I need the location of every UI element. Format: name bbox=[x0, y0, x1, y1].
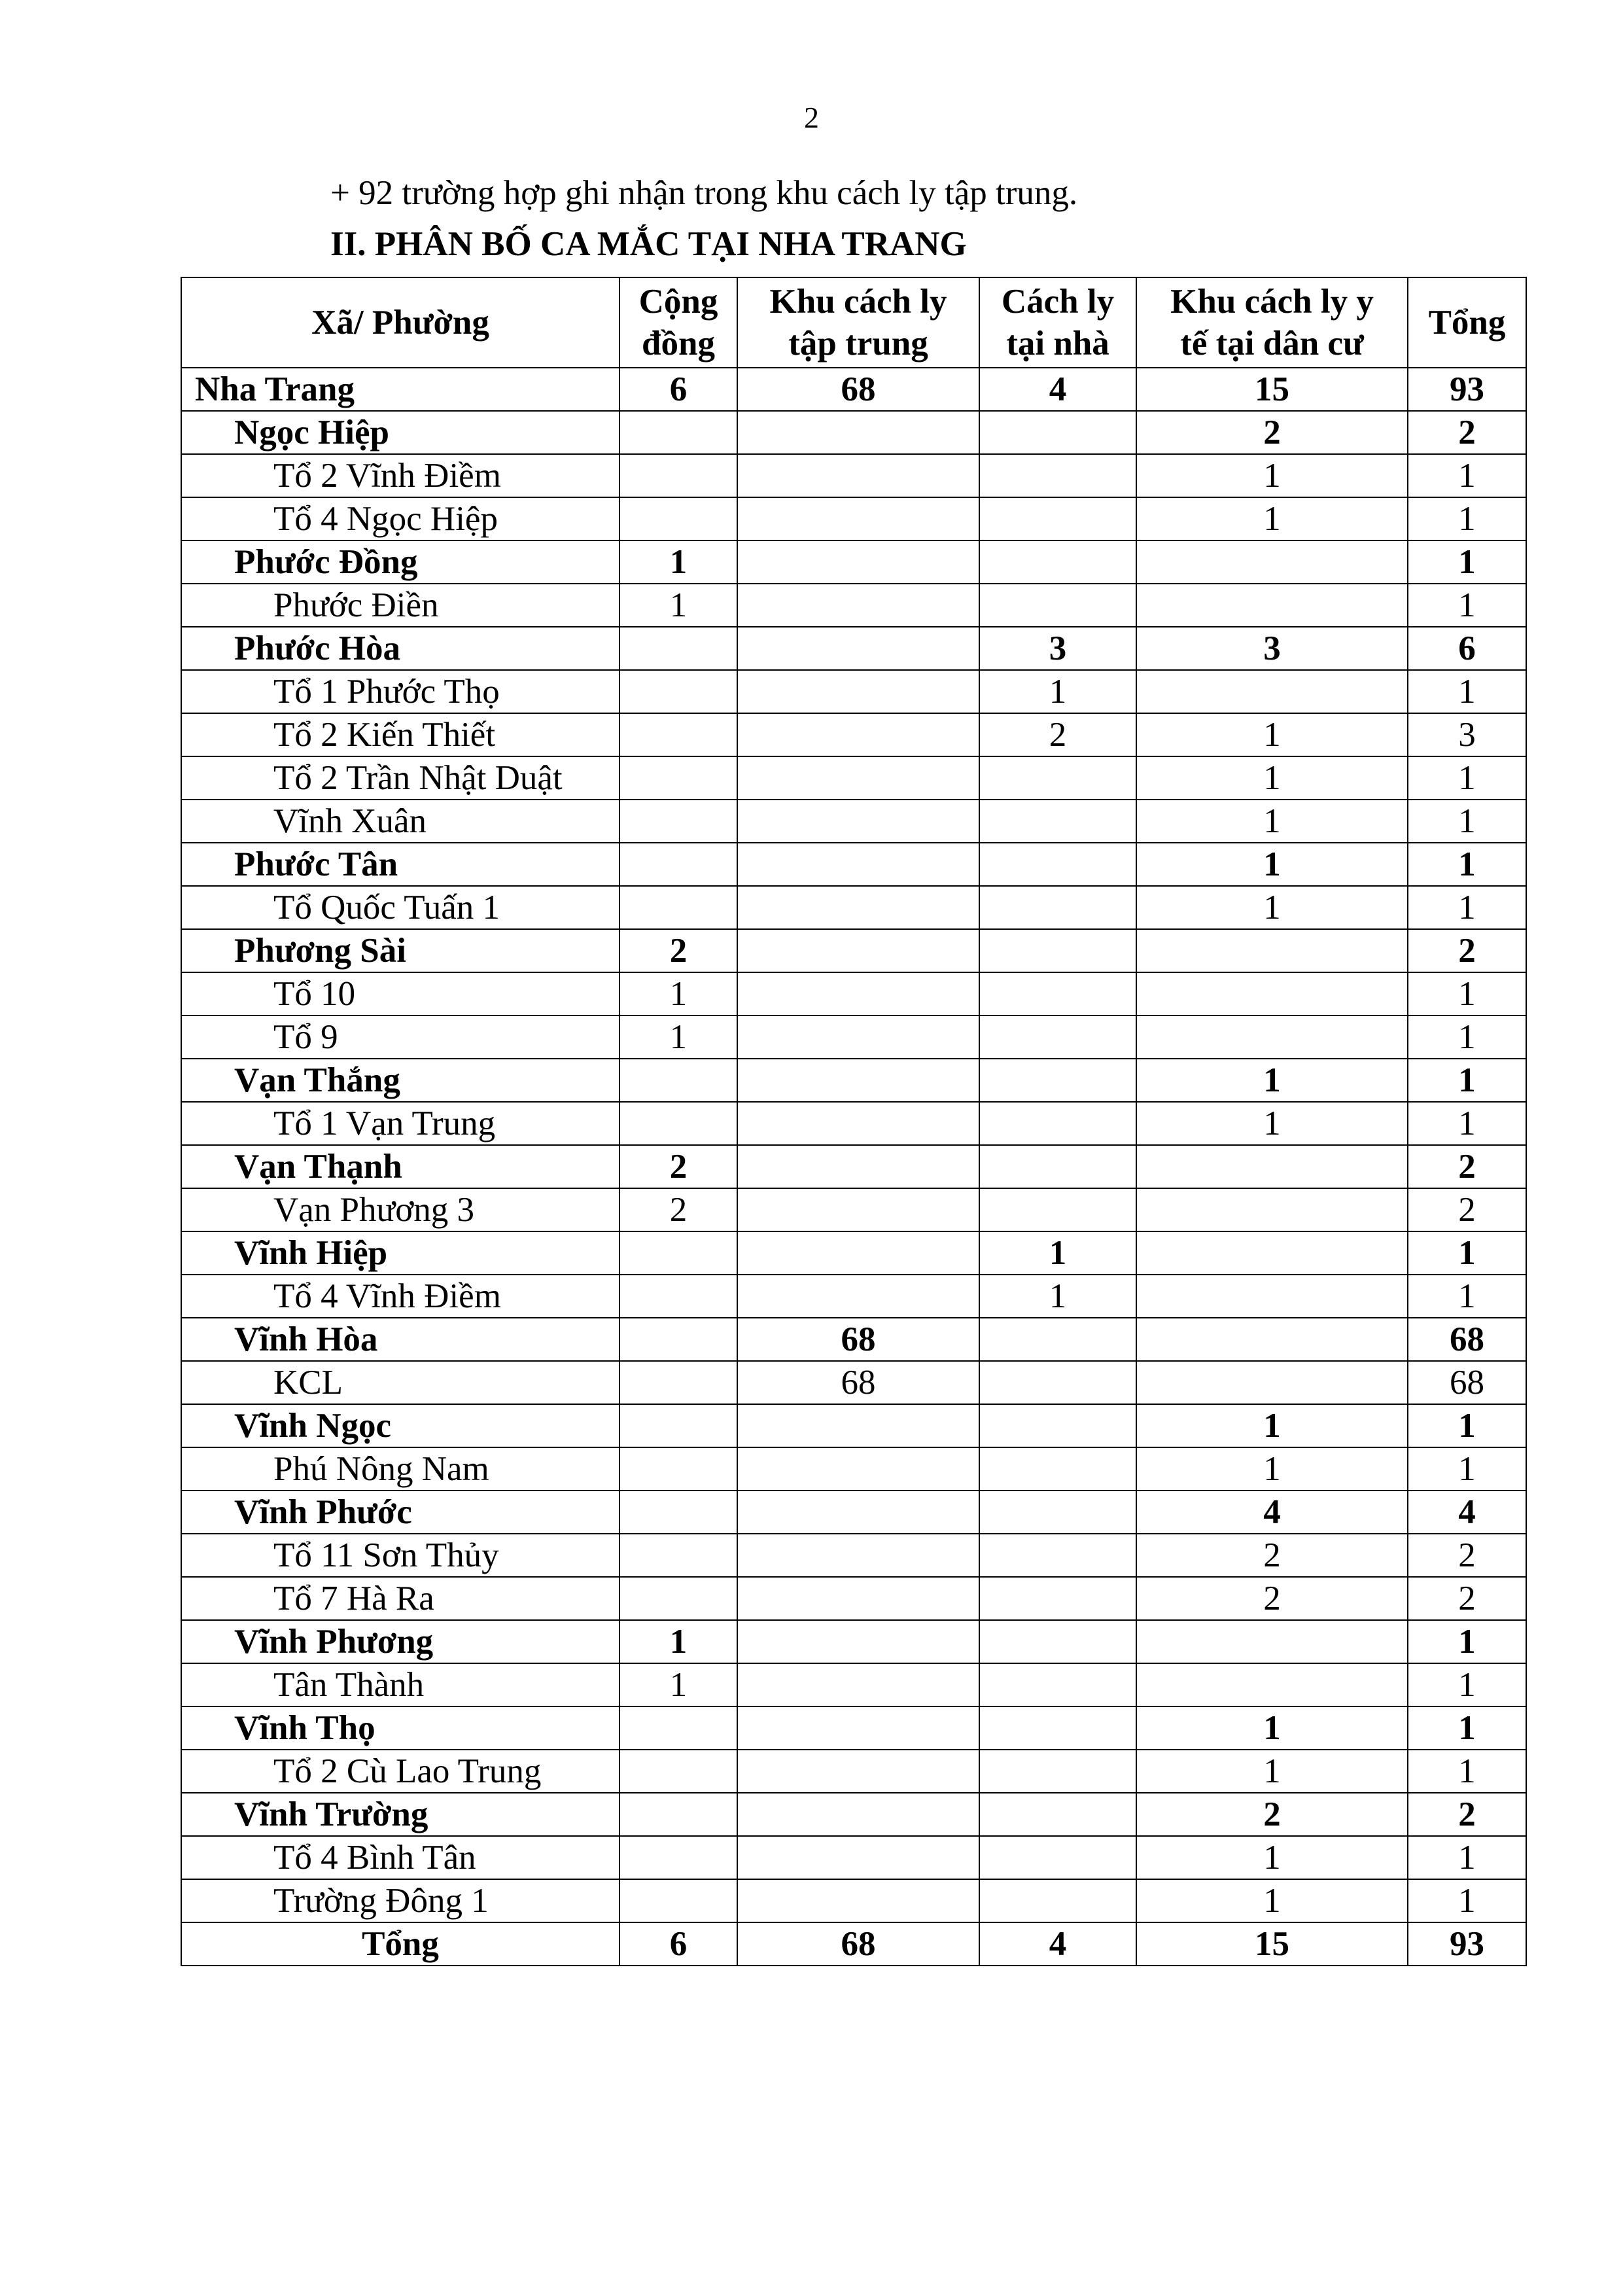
cell-cong-dong bbox=[620, 1750, 737, 1793]
cell-cach-ly-tai-nha: 3 bbox=[979, 627, 1136, 670]
table-row bbox=[181, 1491, 1526, 1534]
cell-khu-cach-ly-y-te: 1 bbox=[1136, 886, 1408, 929]
table-row bbox=[181, 1361, 1526, 1404]
table-row bbox=[181, 1534, 1526, 1577]
cell-cach-ly-tai-nha bbox=[979, 843, 1136, 886]
cell-cach-ly-tai-nha bbox=[979, 1145, 1136, 1188]
cell-cong-dong: 1 bbox=[620, 1620, 737, 1663]
cell-khu-cach-ly-tap-trung bbox=[737, 1447, 979, 1491]
table-row bbox=[181, 1577, 1526, 1620]
cell-cach-ly-tai-nha bbox=[979, 1016, 1136, 1059]
table-row bbox=[181, 1447, 1526, 1491]
cell-khu-cach-ly-y-te bbox=[1136, 584, 1408, 627]
cell-cong-dong bbox=[620, 1534, 737, 1577]
table-row bbox=[181, 929, 1526, 972]
cell-tong: 1 bbox=[1408, 1836, 1526, 1879]
cell-tong: 2 bbox=[1408, 929, 1526, 972]
table-row bbox=[181, 1231, 1526, 1275]
cell-tong: 1 bbox=[1408, 1706, 1526, 1750]
cell-tong: 1 bbox=[1408, 454, 1526, 497]
cell-khu-cach-ly-tap-trung bbox=[737, 1663, 979, 1706]
table-row bbox=[181, 670, 1526, 713]
cell-cong-dong bbox=[620, 1102, 737, 1145]
cell-cong-dong bbox=[620, 1836, 737, 1879]
cell-khu-cach-ly-y-te bbox=[1136, 1620, 1408, 1663]
cell-cong-dong bbox=[620, 670, 737, 713]
cell-cong-dong bbox=[620, 1275, 737, 1318]
cell-name: Vạn Thắng bbox=[181, 1059, 620, 1102]
cell-cong-dong bbox=[620, 1231, 737, 1275]
cell-khu-cach-ly-tap-trung bbox=[737, 800, 979, 843]
cell-khu-cach-ly-tap-trung bbox=[737, 1016, 979, 1059]
cell-tong: 6 bbox=[1408, 627, 1526, 670]
cell-cach-ly-tai-nha bbox=[979, 1836, 1136, 1879]
cell-tong: 2 bbox=[1408, 1577, 1526, 1620]
header-khu-cach-ly-y-te: Khu cách ly y tế tại dân cư bbox=[1136, 277, 1408, 368]
cell-khu-cach-ly-tap-trung bbox=[737, 1879, 979, 1922]
cell-khu-cach-ly-tap-trung bbox=[737, 1836, 979, 1879]
total-row bbox=[181, 1922, 1526, 1966]
table-row bbox=[181, 713, 1526, 756]
cell-tong: 68 bbox=[1408, 1318, 1526, 1361]
cell-khu-cach-ly-tap-trung bbox=[737, 454, 979, 497]
cell-cach-ly-tai-nha bbox=[979, 1188, 1136, 1231]
cell-name: Vĩnh Xuân bbox=[181, 800, 620, 843]
cell-cong-dong: 2 bbox=[620, 1145, 737, 1188]
cell-name: Tổ 2 Trần Nhật Duật bbox=[181, 756, 620, 800]
cell-cong-dong bbox=[620, 497, 737, 540]
header-tong: Tổng bbox=[1408, 277, 1526, 368]
cell-cach-ly-tai-nha bbox=[979, 540, 1136, 584]
cell-tong: 3 bbox=[1408, 713, 1526, 756]
cell-cach-ly-tai-nha bbox=[979, 1793, 1136, 1836]
cell-name: Vĩnh Trường bbox=[181, 1793, 620, 1836]
cell-khu-cach-ly-tap-trung bbox=[737, 497, 979, 540]
cell-cong-dong bbox=[620, 1577, 737, 1620]
table-row bbox=[181, 1706, 1526, 1750]
cell-khu-cach-ly-tap-trung: 68 bbox=[737, 1361, 979, 1404]
cell-cong-dong bbox=[620, 800, 737, 843]
cell-khu-cach-ly-y-te: 1 bbox=[1136, 713, 1408, 756]
intro-line: + 92 trường hợp ghi nhận trong khu cách ly tập trung. bbox=[330, 174, 1078, 212]
cell-name: Nha Trang bbox=[181, 368, 620, 411]
cell-name: Tổ 4 Bình Tân bbox=[181, 1836, 620, 1879]
table-body bbox=[181, 368, 1526, 1922]
cell-khu-cach-ly-tap-trung bbox=[737, 1750, 979, 1793]
cell-name: Phước Điền bbox=[181, 584, 620, 627]
cell-khu-cach-ly-y-te: 2 bbox=[1136, 1577, 1408, 1620]
cell-cong-dong bbox=[620, 1706, 737, 1750]
cell-name: Tổ 1 Vạn Trung bbox=[181, 1102, 620, 1145]
cell-cong-dong bbox=[620, 1447, 737, 1491]
cell-khu-cach-ly-y-te: 1 bbox=[1136, 1059, 1408, 1102]
cell-khu-cach-ly-tap-trung bbox=[737, 1102, 979, 1145]
cell-name: Vạn Thạnh bbox=[181, 1145, 620, 1188]
cell-khu-cach-ly-tap-trung bbox=[737, 1534, 979, 1577]
table-row bbox=[181, 368, 1526, 411]
cell-khu-cach-ly-y-te bbox=[1136, 972, 1408, 1016]
cell-khu-cach-ly-tap-trung bbox=[737, 1620, 979, 1663]
cell-khu-cach-ly-tap-trung bbox=[737, 1231, 979, 1275]
cell-tong: 1 bbox=[1408, 1750, 1526, 1793]
cell-khu-cach-ly-tap-trung bbox=[737, 584, 979, 627]
cell-khu-cach-ly-y-te bbox=[1136, 540, 1408, 584]
cell-khu-cach-ly-y-te: 1 bbox=[1136, 1102, 1408, 1145]
table-row bbox=[181, 1318, 1526, 1361]
section-title: II. PHÂN BỐ CA MẮC TẠI NHA TRANG bbox=[330, 225, 967, 263]
cell-name: Tổ 2 Kiến Thiết bbox=[181, 713, 620, 756]
cell-tong: 93 bbox=[1408, 368, 1526, 411]
table-row bbox=[181, 800, 1526, 843]
cell-cach-ly-tai-nha bbox=[979, 584, 1136, 627]
cell-tong: 4 bbox=[1408, 1491, 1526, 1534]
table-row bbox=[181, 1663, 1526, 1706]
cell-cach-ly-tai-nha bbox=[979, 886, 1136, 929]
header-cong-dong: Cộng đồng bbox=[620, 277, 737, 368]
cell-tong: 68 bbox=[1408, 1361, 1526, 1404]
cell-khu-cach-ly-y-te bbox=[1136, 929, 1408, 972]
cell-cong-dong bbox=[620, 713, 737, 756]
table-row bbox=[181, 584, 1526, 627]
table-row bbox=[181, 454, 1526, 497]
cell-tong: 1 bbox=[1408, 497, 1526, 540]
cell-khu-cach-ly-y-te bbox=[1136, 1318, 1408, 1361]
cell-cach-ly-tai-nha: 1 bbox=[979, 1275, 1136, 1318]
cell-name: Vĩnh Hòa bbox=[181, 1318, 620, 1361]
cell-cong-dong: 2 bbox=[620, 929, 737, 972]
cell-name: Tổ 10 bbox=[181, 972, 620, 1016]
cell-cach-ly-tai-nha bbox=[979, 497, 1136, 540]
cell-name: Tổ 1 Phước Thọ bbox=[181, 670, 620, 713]
cell-tong: 1 bbox=[1408, 756, 1526, 800]
cell-tong: 1 bbox=[1408, 843, 1526, 886]
header-cach-ly-tai-nha: Cách ly tại nhà bbox=[979, 277, 1136, 368]
cell-cong-dong bbox=[620, 1318, 737, 1361]
table-row bbox=[181, 1404, 1526, 1447]
cell-name: Tổ 11 Sơn Thủy bbox=[181, 1534, 620, 1577]
table-row bbox=[181, 886, 1526, 929]
cell-cong-dong: 1 bbox=[620, 1016, 737, 1059]
total-label: Tổng bbox=[181, 1922, 620, 1966]
total-cach-ly-tai-nha: 4 bbox=[979, 1922, 1136, 1966]
cell-khu-cach-ly-y-te: 1 bbox=[1136, 843, 1408, 886]
cell-tong: 1 bbox=[1408, 1016, 1526, 1059]
cell-tong: 1 bbox=[1408, 670, 1526, 713]
cell-cong-dong bbox=[620, 411, 737, 454]
cell-cong-dong bbox=[620, 1361, 737, 1404]
cell-khu-cach-ly-y-te: 1 bbox=[1136, 497, 1408, 540]
header-khu-cach-ly-tap-trung: Khu cách ly tập trung bbox=[737, 277, 979, 368]
cell-cach-ly-tai-nha bbox=[979, 1318, 1136, 1361]
table-header-row bbox=[181, 277, 1526, 368]
cell-khu-cach-ly-y-te: 1 bbox=[1136, 1447, 1408, 1491]
table-row bbox=[181, 1879, 1526, 1922]
cell-khu-cach-ly-tap-trung bbox=[737, 1577, 979, 1620]
cell-tong: 1 bbox=[1408, 1059, 1526, 1102]
cell-khu-cach-ly-tap-trung bbox=[737, 1145, 979, 1188]
cell-tong: 1 bbox=[1408, 584, 1526, 627]
header-xa-phuong: Xã/ Phường bbox=[181, 277, 620, 368]
cell-tong: 2 bbox=[1408, 1793, 1526, 1836]
cell-name: Vĩnh Phước bbox=[181, 1491, 620, 1534]
cell-tong: 1 bbox=[1408, 972, 1526, 1016]
total-khu-cach-ly-y-te: 15 bbox=[1136, 1922, 1408, 1966]
cell-khu-cach-ly-tap-trung bbox=[737, 1275, 979, 1318]
cell-cong-dong: 2 bbox=[620, 1188, 737, 1231]
cell-khu-cach-ly-y-te bbox=[1136, 1231, 1408, 1275]
cell-tong: 1 bbox=[1408, 1620, 1526, 1663]
cell-name: Phước Tân bbox=[181, 843, 620, 886]
cell-khu-cach-ly-y-te: 4 bbox=[1136, 1491, 1408, 1534]
cell-name: Tân Thành bbox=[181, 1663, 620, 1706]
table-row bbox=[181, 756, 1526, 800]
cell-tong: 1 bbox=[1408, 1275, 1526, 1318]
table-row bbox=[181, 972, 1526, 1016]
cell-khu-cach-ly-y-te: 15 bbox=[1136, 368, 1408, 411]
cell-cach-ly-tai-nha bbox=[979, 1059, 1136, 1102]
cell-cach-ly-tai-nha bbox=[979, 1102, 1136, 1145]
cell-tong: 1 bbox=[1408, 886, 1526, 929]
cell-khu-cach-ly-tap-trung bbox=[737, 627, 979, 670]
cell-cach-ly-tai-nha bbox=[979, 800, 1136, 843]
cell-cach-ly-tai-nha bbox=[979, 1879, 1136, 1922]
cell-khu-cach-ly-tap-trung bbox=[737, 713, 979, 756]
table-row bbox=[181, 411, 1526, 454]
cell-name: KCL bbox=[181, 1361, 620, 1404]
cell-tong: 2 bbox=[1408, 1188, 1526, 1231]
table-row bbox=[181, 1275, 1526, 1318]
cell-tong: 1 bbox=[1408, 800, 1526, 843]
cell-cach-ly-tai-nha bbox=[979, 756, 1136, 800]
cell-khu-cach-ly-y-te: 2 bbox=[1136, 1534, 1408, 1577]
cell-name: Tổ 2 Cù Lao Trung bbox=[181, 1750, 620, 1793]
total-cong-dong: 6 bbox=[620, 1922, 737, 1966]
cell-name: Tổ 9 bbox=[181, 1016, 620, 1059]
table-row bbox=[181, 1145, 1526, 1188]
table-row bbox=[181, 1620, 1526, 1663]
cell-cach-ly-tai-nha: 4 bbox=[979, 368, 1136, 411]
cell-cach-ly-tai-nha bbox=[979, 1620, 1136, 1663]
cell-name: Tổ 4 Ngọc Hiệp bbox=[181, 497, 620, 540]
table-row bbox=[181, 1059, 1526, 1102]
cell-name: Phước Đồng bbox=[181, 540, 620, 584]
table-row bbox=[181, 540, 1526, 584]
cell-name: Vĩnh Thọ bbox=[181, 1706, 620, 1750]
cell-name: Vạn Phương 3 bbox=[181, 1188, 620, 1231]
cell-cong-dong: 1 bbox=[620, 1663, 737, 1706]
cell-cach-ly-tai-nha bbox=[979, 1534, 1136, 1577]
cell-cach-ly-tai-nha bbox=[979, 1361, 1136, 1404]
cell-khu-cach-ly-tap-trung bbox=[737, 1188, 979, 1231]
total-tong: 93 bbox=[1408, 1922, 1526, 1966]
cell-cach-ly-tai-nha bbox=[979, 1750, 1136, 1793]
cell-khu-cach-ly-tap-trung: 68 bbox=[737, 368, 979, 411]
cases-table bbox=[181, 277, 1527, 1966]
table-row bbox=[181, 497, 1526, 540]
cell-khu-cach-ly-tap-trung bbox=[737, 929, 979, 972]
page-number: 2 bbox=[804, 101, 819, 134]
cell-cach-ly-tai-nha bbox=[979, 411, 1136, 454]
cell-khu-cach-ly-y-te bbox=[1136, 1361, 1408, 1404]
cell-tong: 1 bbox=[1408, 1231, 1526, 1275]
table-row bbox=[181, 1188, 1526, 1231]
cell-khu-cach-ly-y-te bbox=[1136, 1188, 1408, 1231]
cell-tong: 1 bbox=[1408, 1102, 1526, 1145]
cell-name: Tổ 4 Vĩnh Điềm bbox=[181, 1275, 620, 1318]
cell-name: Ngọc Hiệp bbox=[181, 411, 620, 454]
cell-khu-cach-ly-tap-trung bbox=[737, 1491, 979, 1534]
cell-khu-cach-ly-tap-trung bbox=[737, 886, 979, 929]
table-row bbox=[181, 1016, 1526, 1059]
cell-khu-cach-ly-y-te: 1 bbox=[1136, 1706, 1408, 1750]
cell-cong-dong: 1 bbox=[620, 584, 737, 627]
cell-name: Vĩnh Hiệp bbox=[181, 1231, 620, 1275]
cell-name: Tổ 2 Vĩnh Điềm bbox=[181, 454, 620, 497]
cell-cach-ly-tai-nha bbox=[979, 1447, 1136, 1491]
cell-khu-cach-ly-y-te: 1 bbox=[1136, 1750, 1408, 1793]
cell-khu-cach-ly-tap-trung bbox=[737, 540, 979, 584]
cell-khu-cach-ly-y-te: 2 bbox=[1136, 1793, 1408, 1836]
cell-khu-cach-ly-y-te: 1 bbox=[1136, 1836, 1408, 1879]
cell-tong: 2 bbox=[1408, 1145, 1526, 1188]
cell-tong: 1 bbox=[1408, 1879, 1526, 1922]
cell-cong-dong bbox=[620, 843, 737, 886]
cell-khu-cach-ly-tap-trung bbox=[737, 1404, 979, 1447]
table-row bbox=[181, 1793, 1526, 1836]
cell-name: Tổ Quốc Tuấn 1 bbox=[181, 886, 620, 929]
cell-khu-cach-ly-y-te: 1 bbox=[1136, 800, 1408, 843]
cell-cach-ly-tai-nha: 2 bbox=[979, 713, 1136, 756]
cell-khu-cach-ly-y-te bbox=[1136, 670, 1408, 713]
cell-cach-ly-tai-nha bbox=[979, 1577, 1136, 1620]
cell-tong: 1 bbox=[1408, 1447, 1526, 1491]
cell-name: Tổ 7 Hà Ra bbox=[181, 1577, 620, 1620]
cell-khu-cach-ly-tap-trung bbox=[737, 1793, 979, 1836]
cell-name: Phước Hòa bbox=[181, 627, 620, 670]
cell-name: Vĩnh Ngọc bbox=[181, 1404, 620, 1447]
cell-khu-cach-ly-y-te bbox=[1136, 1145, 1408, 1188]
cell-cach-ly-tai-nha bbox=[979, 1706, 1136, 1750]
cell-cong-dong: 1 bbox=[620, 972, 737, 1016]
cell-khu-cach-ly-tap-trung bbox=[737, 756, 979, 800]
cell-khu-cach-ly-y-te: 2 bbox=[1136, 411, 1408, 454]
cell-cong-dong bbox=[620, 1059, 737, 1102]
cell-cong-dong bbox=[620, 1491, 737, 1534]
table-row bbox=[181, 843, 1526, 886]
cell-name: Phú Nông Nam bbox=[181, 1447, 620, 1491]
cell-cong-dong bbox=[620, 1404, 737, 1447]
cell-cong-dong: 6 bbox=[620, 368, 737, 411]
cell-name: Vĩnh Phương bbox=[181, 1620, 620, 1663]
cell-khu-cach-ly-y-te: 1 bbox=[1136, 1879, 1408, 1922]
table-row bbox=[181, 1836, 1526, 1879]
cell-cach-ly-tai-nha: 1 bbox=[979, 1231, 1136, 1275]
cell-khu-cach-ly-y-te: 1 bbox=[1136, 756, 1408, 800]
cell-cong-dong bbox=[620, 627, 737, 670]
cell-tong: 1 bbox=[1408, 540, 1526, 584]
cell-tong: 2 bbox=[1408, 411, 1526, 454]
cell-khu-cach-ly-tap-trung: 68 bbox=[737, 1318, 979, 1361]
cell-cach-ly-tai-nha bbox=[979, 929, 1136, 972]
cell-cong-dong bbox=[620, 1879, 737, 1922]
cell-tong: 1 bbox=[1408, 1404, 1526, 1447]
table-row bbox=[181, 1750, 1526, 1793]
cell-tong: 2 bbox=[1408, 1534, 1526, 1577]
cell-khu-cach-ly-y-te: 3 bbox=[1136, 627, 1408, 670]
cell-cong-dong bbox=[620, 756, 737, 800]
cell-khu-cach-ly-tap-trung bbox=[737, 1706, 979, 1750]
cell-cong-dong bbox=[620, 1793, 737, 1836]
table-row bbox=[181, 1102, 1526, 1145]
cell-cach-ly-tai-nha bbox=[979, 1491, 1136, 1534]
cell-khu-cach-ly-tap-trung bbox=[737, 670, 979, 713]
cell-cong-dong bbox=[620, 886, 737, 929]
cell-khu-cach-ly-tap-trung bbox=[737, 1059, 979, 1102]
cell-khu-cach-ly-y-te bbox=[1136, 1663, 1408, 1706]
cell-khu-cach-ly-y-te: 1 bbox=[1136, 1404, 1408, 1447]
cell-khu-cach-ly-tap-trung bbox=[737, 972, 979, 1016]
cell-khu-cach-ly-tap-trung bbox=[737, 843, 979, 886]
cell-khu-cach-ly-y-te bbox=[1136, 1016, 1408, 1059]
total-khu-cach-ly-tap-trung: 68 bbox=[737, 1922, 979, 1966]
table-row bbox=[181, 627, 1526, 670]
cell-khu-cach-ly-y-te bbox=[1136, 1275, 1408, 1318]
cell-cach-ly-tai-nha bbox=[979, 972, 1136, 1016]
cell-cach-ly-tai-nha bbox=[979, 454, 1136, 497]
cell-cach-ly-tai-nha bbox=[979, 1404, 1136, 1447]
cell-tong: 1 bbox=[1408, 1663, 1526, 1706]
cell-name: Phương Sài bbox=[181, 929, 620, 972]
cell-cach-ly-tai-nha: 1 bbox=[979, 670, 1136, 713]
cell-cong-dong bbox=[620, 454, 737, 497]
cell-khu-cach-ly-y-te: 1 bbox=[1136, 454, 1408, 497]
cell-name: Trường Đông 1 bbox=[181, 1879, 620, 1922]
cell-khu-cach-ly-tap-trung bbox=[737, 411, 979, 454]
cell-cong-dong: 1 bbox=[620, 540, 737, 584]
cell-cach-ly-tai-nha bbox=[979, 1663, 1136, 1706]
